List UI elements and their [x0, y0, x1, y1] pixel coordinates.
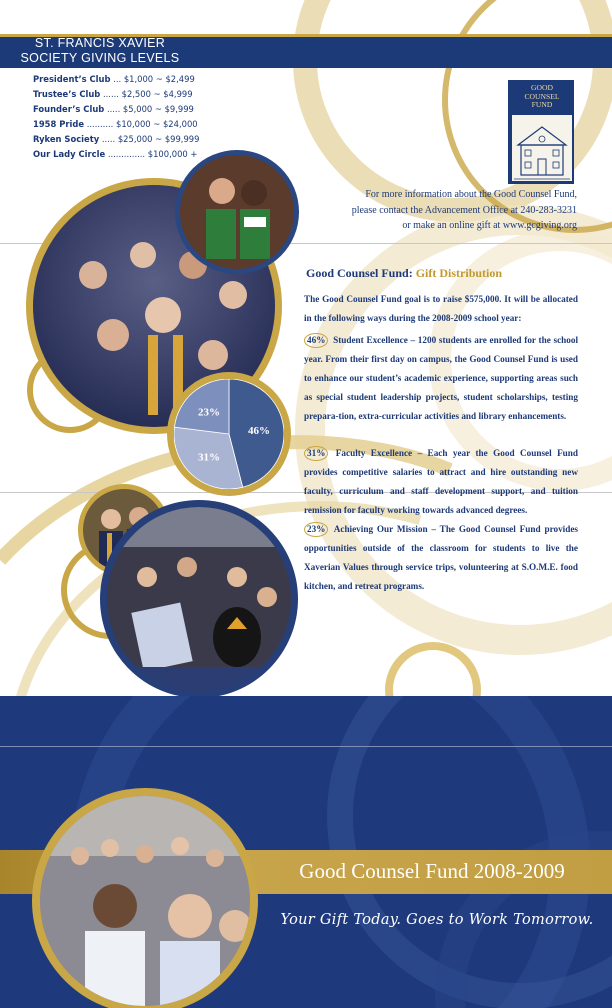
- society-title-line2: SOCIETY GIVING LEVELS: [20, 51, 180, 65]
- percent-badge: 46%: [304, 333, 328, 348]
- level-name: 1958 Pride: [33, 119, 85, 129]
- level-dots: ...: [110, 74, 124, 84]
- percent-badge: 31%: [304, 446, 328, 461]
- level-range: $25,000 ~ $99,999: [117, 134, 200, 144]
- logo-wordmark: [509, 84, 575, 110]
- distribution-item-text: Achieving Our Mission – The Good Counsel Fund provides opportunities outside of the classroom for students to live the Xaverian Values through service trips, volunteering at S.O.M.E. food kitchen, and retreat programs.: [304, 524, 578, 591]
- logo-line2: COUNSEL: [524, 91, 560, 101]
- giving-level-row: [33, 147, 213, 162]
- level-dots: ..............: [105, 149, 148, 159]
- pep-rally-photo: [100, 500, 298, 698]
- class-group-photo: [32, 788, 258, 1008]
- distribution-heading: [306, 266, 502, 281]
- distribution-item-mission: [304, 520, 578, 596]
- level-range: $2,500 ~ $4,999: [121, 89, 193, 99]
- pie-chart-svg: [174, 379, 284, 489]
- level-name: Founder’s Club: [33, 104, 105, 114]
- percent-badge: 23%: [304, 522, 328, 537]
- footer-divider: [0, 746, 612, 747]
- distribution-heading-suffix: Gift Distribution: [415, 266, 503, 280]
- school-building-icon: [512, 115, 572, 181]
- contact-line3[interactable]: or make an online gift at www.gcgiving.org: [402, 220, 577, 231]
- giving-level-row: [33, 132, 213, 147]
- logo-line1: GOOD: [531, 83, 553, 92]
- giving-level-row: [33, 117, 213, 132]
- distribution-item-faculty-excellence: [304, 444, 578, 520]
- level-range: $10,000 ~ $24,000: [116, 119, 198, 129]
- volunteers-photo: [175, 150, 299, 274]
- society-title: [0, 36, 200, 66]
- distribution-item-text: Student Excellence – 1200 students are enrolled for the school year. From their first day on campus, the Good Counsel Fund is used to enhance our student’s academic experience, supporting areas such as special student leadership projects, student scholarships, testing prepara-tion, extra-curricular activities and library enhancements.: [304, 335, 578, 421]
- pie-slice-label: 31%: [197, 451, 220, 464]
- level-range: $1,000 ~ $2,499: [123, 74, 195, 84]
- level-range: $5,000 ~ $9,999: [122, 104, 194, 114]
- level-name: Our Lady Circle: [33, 149, 106, 159]
- distribution-item-text: Faculty Excellence – Each year the Good Counsel Fund provides competitive salaries to attract and hire outstanding new faculty, curriculum and staff development support, and tuition remission for faculty working towards advanced degrees.: [304, 448, 579, 515]
- distribution-item-student-excellence: [304, 331, 578, 426]
- good-counsel-fund-logo: [508, 80, 574, 184]
- giving-levels-list: [33, 72, 213, 162]
- level-dots: .....: [99, 134, 118, 144]
- distribution-heading-prefix: Good Counsel Fund:: [306, 266, 413, 280]
- footer-title: Good Counsel Fund 2008-2009: [299, 859, 565, 883]
- distribution-intro: The Good Counsel Fund goal is to raise $575,000. It will be allocated in the following ways during the 2008-2009 school year:: [304, 294, 578, 323]
- contact-info: [300, 187, 577, 234]
- level-dots: .....: [104, 104, 123, 114]
- contact-line2: please contact the Advancement Office at 240-283-3231: [351, 204, 577, 216]
- level-range: $100,000 +: [147, 149, 198, 159]
- giving-level-row: [33, 102, 213, 117]
- level-dots: ......: [100, 89, 122, 99]
- giving-level-row: [33, 87, 213, 102]
- pie-slice-label: 46%: [248, 425, 271, 438]
- contact-line1: For more information about the Good Counsel Fund,: [365, 189, 577, 200]
- level-name: Ryken Society: [33, 134, 100, 144]
- level-dots: ..........: [84, 119, 116, 129]
- society-title-line1: ST. FRANCIS XAVIER: [34, 36, 166, 50]
- level-name: President’s Club: [33, 74, 111, 84]
- logo-line3: FUND: [531, 100, 553, 110]
- footer-tagline: Your Gift Today. Goes to Work Tomorrow.: [280, 912, 594, 928]
- level-name: Trustee’s Club: [33, 89, 101, 99]
- gift-distribution-pie-chart: [167, 372, 291, 496]
- giving-level-row: [33, 72, 213, 87]
- pie-slice-label: 23%: [197, 406, 220, 419]
